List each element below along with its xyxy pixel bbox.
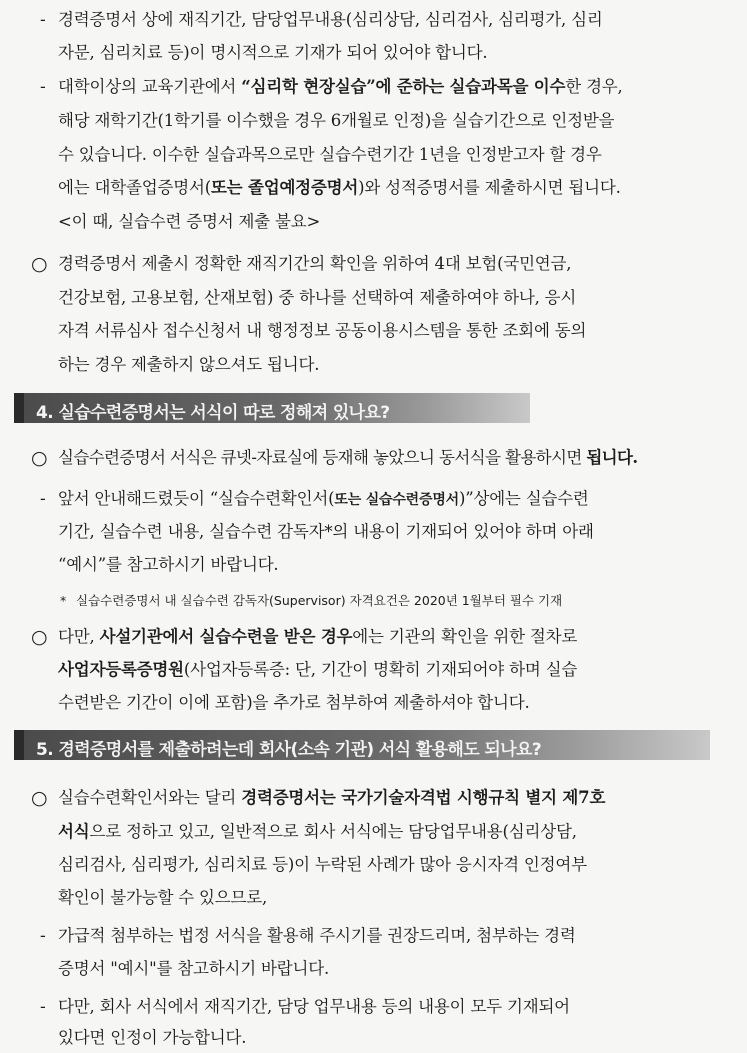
text-line: 심리검사, 심리평가, 심리치료 등)이 누락된 사례가 많아 응시자격 인정여부	[58, 855, 587, 874]
text-line: 수 있습니다. 이수한 실습과목으로만 실습수련기간 1년을 인정받고자 할 경우	[58, 145, 602, 164]
section-5-title: 5. 경력증명서를 제출하려는데 회사(소속 기관) 서식 활용해도 되나요?	[36, 740, 542, 760]
section-bar-marker	[14, 393, 24, 423]
text-line: 건강보험, 고용보험, 산재보험) 중 하나를 선택하여 제출하여야 하나, 응시	[58, 288, 577, 307]
text-segment: )”상에는 실습수련	[458, 489, 589, 508]
text-line	[58, 448, 638, 468]
text-line: 경력증명서 상에 재직기간, 담당업무내용(심리상담, 심리검사, 심리평가, 심리	[58, 10, 603, 29]
text-segment: (사업자등록증: 단, 기간이 명확히 기재되어야 하며 실습	[183, 660, 578, 679]
circle-bullet: ○	[31, 253, 48, 275]
text-segment: 에는 기관의 확인을 위한 절차로	[352, 627, 578, 646]
bold-segment: 또는 졸업예정증명서	[210, 178, 359, 197]
bold-segment: “심리학 현장실습”에 준하는 실습과목을 이수	[241, 77, 566, 96]
dash-bullet: -	[40, 926, 46, 946]
text-segment: 한 경우,	[565, 77, 623, 96]
text-line	[58, 788, 605, 808]
text-segment: 실습수련확인서와는 달리	[58, 788, 242, 807]
bold-segment: 또는 실습수련증명서	[334, 492, 459, 508]
bold-segment: 됩니다.	[586, 448, 638, 467]
text-line	[58, 489, 589, 510]
bold-segment: 서식	[58, 822, 90, 841]
bold-segment: 경력증명서는 국가기술자격법 시행규칙 별지 제7호	[241, 788, 606, 807]
text-segment: )와 성적증명서를 제출하시면 됩니다.	[358, 178, 621, 197]
section-4-title: 4. 실습수련증명서는 서식이 따로 정해져 있나요?	[36, 403, 390, 423]
text-segment: 다만,	[58, 627, 100, 646]
text-segment: 앞서 안내해드렸듯이 “실습수련확인서(	[58, 489, 335, 508]
text-line: 기간, 실습수련 내용, 실습수련 감독자*의 내용이 기재되어 있어야 하며 아래	[58, 522, 594, 541]
text-segment: 에는 대학졸업증명서(	[58, 178, 211, 197]
circle-bullet: ○	[31, 447, 48, 469]
text-line: 자문, 심리치료 등)이 명시적으로 기재가 되어 있어야 합니다.	[58, 43, 488, 62]
footnote-text: 실습수련증명서 내 실습수련 감독자(Supervisor) 자격요건은 2020년 1월부터 필수 기재	[76, 593, 563, 608]
dash-bullet: -	[40, 10, 46, 30]
text-line: <이 때, 실습수련 증명서 제출 불요>	[58, 212, 321, 231]
text-segment: 대학이상의 교육기관에서	[58, 77, 242, 96]
section-4-header	[14, 393, 530, 423]
text-line: 경력증명서 제출시 정확한 재직기간의 확인을 위하여 4대 보험(국민연금,	[58, 254, 572, 273]
text-line: “예시”를 참고하시기 바랍니다.	[58, 555, 279, 574]
text-line	[58, 660, 577, 680]
text-line: 확인이 불가능할 수 있으므로,	[58, 888, 268, 907]
text-line	[58, 178, 621, 198]
text-line: 수련받은 기간이 이에 포함)을 추가로 첨부하여 제출하셔야 합니다.	[58, 693, 530, 712]
text-line: 자격 서류심사 접수신청서 내 행정정보 공동이용시스템을 통한 조회에 동의	[58, 321, 587, 340]
text-line: 해당 재학기간(1학기를 이수했을 경우 6개월로 인정)을 실습기간으로 인정받을	[58, 111, 615, 130]
circle-bullet: ○	[31, 626, 48, 648]
bold-segment: 사업자등록증명원	[58, 660, 184, 679]
dash-bullet: -	[40, 489, 46, 509]
section-bar-marker	[14, 730, 24, 760]
text-segment: 으로 정하고 있고, 일반적으로 회사 서식에는 담당업무내용(심리상담,	[89, 822, 577, 841]
text-line: 있다면 인정이 가능합니다.	[58, 1028, 247, 1047]
text-line: 증명서 "예시"를 참고하시기 바랍니다.	[58, 959, 330, 978]
dash-bullet: -	[40, 77, 46, 97]
bold-segment: 사설기관에서 실습수련을 받은 경우	[99, 627, 353, 646]
text-line	[58, 822, 577, 842]
text-line: 다만, 회사 서식에서 재직기간, 담당 업무내용 등의 내용이 모두 기재되어	[58, 997, 570, 1016]
text-line	[58, 77, 623, 97]
section-5-header	[14, 730, 710, 760]
text-line	[58, 627, 577, 647]
footnote-star: *	[60, 593, 67, 608]
text-line: 가급적 첨부하는 법정 서식을 활용해 주시기를 권장드리며, 첨부하는 경력	[58, 926, 576, 945]
text-line: 하는 경우 제출하지 않으셔도 됩니다.	[58, 355, 320, 374]
circle-bullet: ○	[31, 787, 48, 809]
text-segment: 실습수련증명서 서식은 큐넷-자료실에 등재해 놓았으니 동서식을 활용하시면	[58, 448, 587, 467]
dash-bullet: -	[40, 997, 46, 1017]
